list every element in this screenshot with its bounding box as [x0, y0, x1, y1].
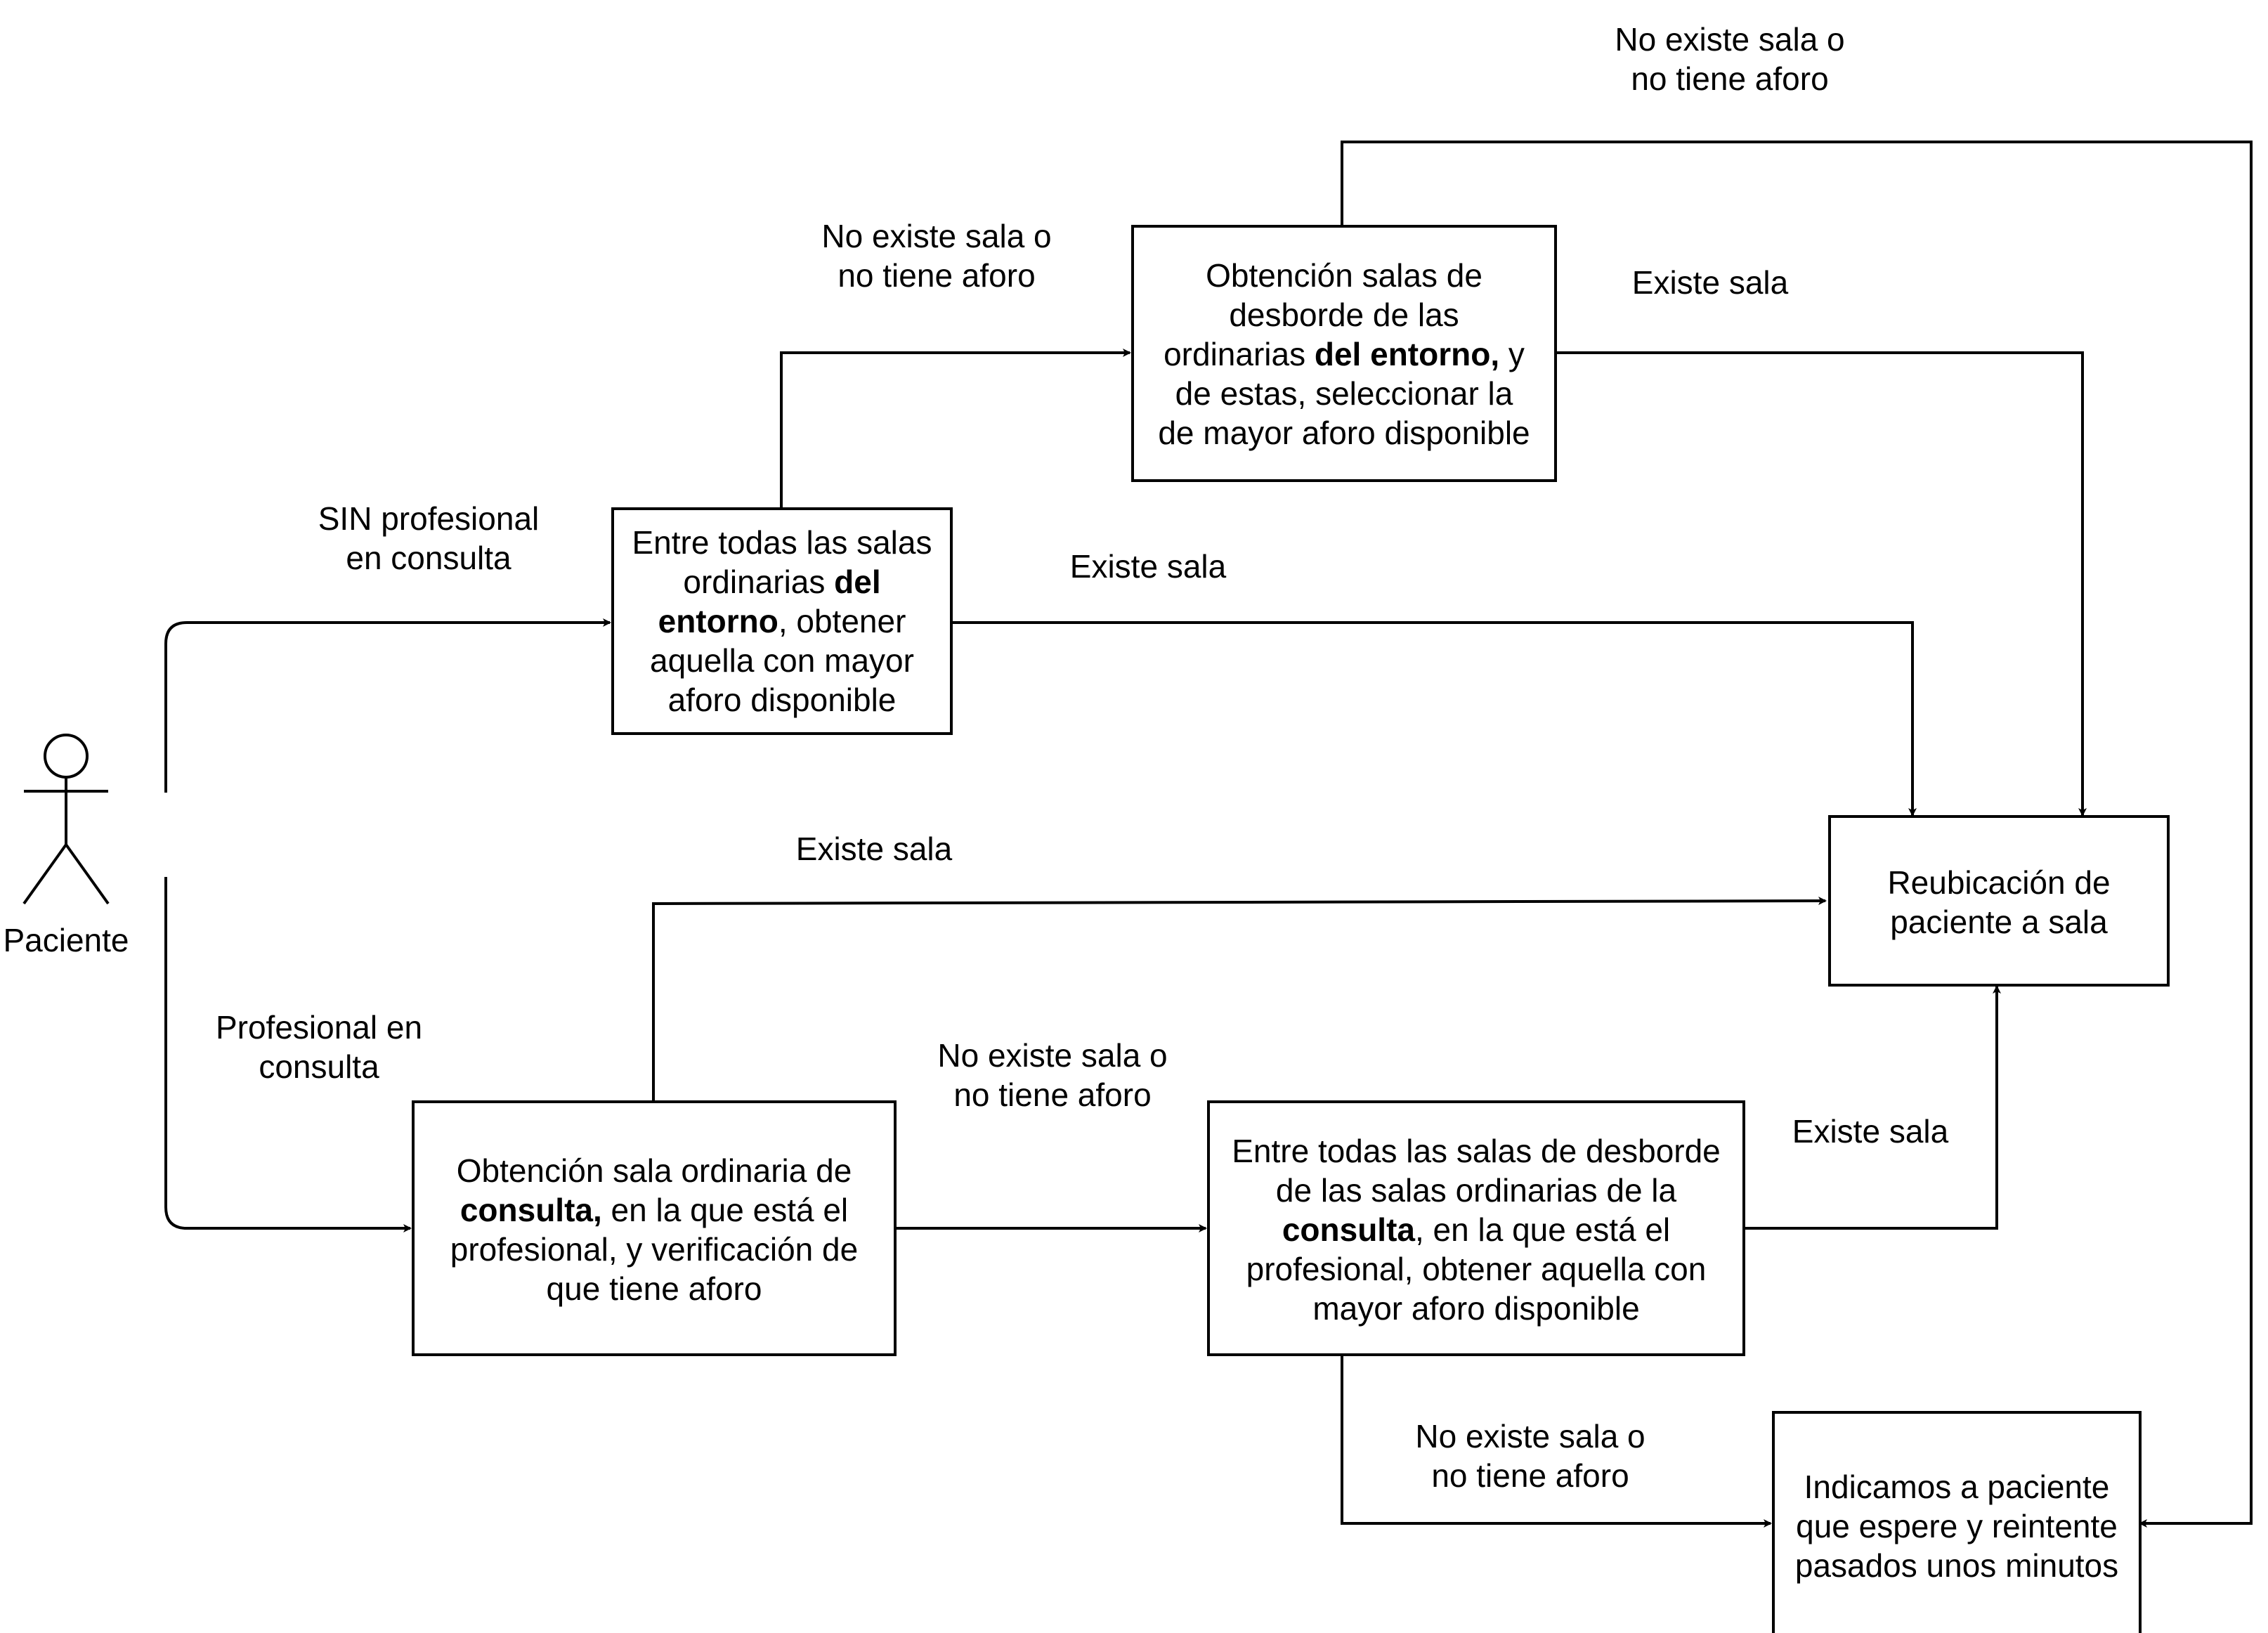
text-line [1796, 1508, 2118, 1544]
edge-entorno-to-desborde [781, 353, 1130, 507]
text-run: que tiene aforo [546, 1270, 762, 1307]
text-run: , en la que está el [1415, 1211, 1671, 1248]
label-existe-consulta: Existe sala [795, 831, 953, 867]
text-run: pasados unos minutos [1794, 1547, 2119, 1584]
text-run: ordinarias [1164, 336, 1315, 372]
text-run: paciente a sala [1890, 904, 2108, 940]
text-line [1795, 1547, 2118, 1584]
text-line: no tiene aforo [838, 257, 1036, 294]
actor-leg-right [66, 845, 108, 904]
actor-head [45, 735, 87, 777]
text-line [1887, 864, 2110, 901]
actor-paciente [3, 735, 129, 958]
node-entorno-ordinarias [613, 509, 951, 734]
text-line: no tiene aforo [1431, 1457, 1629, 1494]
text-line [1276, 1172, 1677, 1209]
bold-run: del entorno, [1314, 336, 1500, 372]
node-reubicacion [1830, 816, 2168, 985]
text-run: de mayor aforo disponible [1158, 415, 1530, 451]
text-line: Profesional en [215, 1009, 423, 1046]
text-line: SIN profesional [318, 500, 540, 537]
node-entorno-desborde [1133, 226, 1556, 481]
text-run: Entre todas las salas de desborde [1232, 1133, 1721, 1169]
node-text [632, 524, 932, 718]
node-text [1158, 257, 1530, 451]
text-run: mayor aforo disponible [1312, 1290, 1640, 1327]
text-line: no tiene aforo [953, 1076, 1152, 1113]
label-existe-desborde-consulta: Existe sala [1792, 1113, 1949, 1150]
text-line [1175, 375, 1513, 412]
text-line: no tiene aforo [1631, 60, 1829, 97]
text-run: que espere y reintente [1796, 1508, 2118, 1544]
actor-leg-left [24, 845, 66, 904]
text-line [1312, 1290, 1639, 1327]
text-run: ordinarias [683, 564, 835, 600]
node-text [1795, 1469, 2118, 1584]
text-line [1206, 257, 1482, 294]
text-run: profesional, y verificación de [450, 1231, 859, 1268]
label-no-existe-desborde-entorno [1615, 21, 1844, 97]
text-line: en consulta [346, 540, 511, 576]
label-no-existe-consulta [937, 1037, 1167, 1113]
actor-label: Paciente [3, 922, 129, 958]
text-line [632, 524, 932, 561]
text-line [1804, 1469, 2110, 1505]
text-line: No existe sala o [1615, 21, 1845, 58]
node-consulta-desborde [1208, 1102, 1744, 1355]
text-run: en la que está el [601, 1192, 849, 1228]
label-no-existe-entorno [821, 218, 1051, 294]
text-line [1246, 1251, 1707, 1287]
edge-desborde-to-reubicacion [1553, 353, 2083, 815]
edge-entorno-to-reubicacion [951, 623, 1912, 815]
label-no-existe-desborde-consulta [1415, 1418, 1645, 1494]
text-line [1282, 1211, 1670, 1248]
label-existe-entorno: Existe sala [1069, 548, 1227, 585]
label-sin-profesional [318, 500, 540, 576]
text-run: Entre todas las salas [632, 524, 932, 561]
text-run: aquella con mayor [650, 642, 914, 679]
text-line [658, 603, 906, 639]
text-run: Obtención salas de [1206, 257, 1482, 294]
text-run: Indicamos a paciente [1804, 1469, 2110, 1505]
text-line: No existe sala o [937, 1037, 1168, 1074]
text-run: aforo disponible [667, 682, 897, 718]
text-line [683, 564, 880, 600]
text-line [460, 1192, 848, 1228]
text-run: , obtener [778, 603, 906, 639]
text-line [1232, 1133, 1721, 1169]
text-line: No existe sala o [821, 218, 1052, 254]
edge-consulta-to-reubicacion [653, 901, 1825, 1100]
text-line [1890, 904, 2108, 940]
text-line: consulta [259, 1048, 379, 1085]
text-line [547, 1270, 762, 1307]
text-line [1164, 336, 1525, 372]
edge-consultadesborde-to-reubicacion [1742, 987, 1997, 1228]
text-run: y [1499, 336, 1525, 372]
text-run: de las salas ordinarias de la [1275, 1172, 1677, 1209]
label-profesional [216, 1009, 422, 1085]
node-box [413, 1102, 895, 1355]
bold-run: del [834, 564, 881, 600]
text-run: desborde de las [1229, 297, 1459, 333]
bold-run: consulta, [460, 1192, 602, 1228]
text-line [668, 682, 897, 718]
text-line [450, 1231, 858, 1268]
text-line [1229, 297, 1459, 333]
edge-paciente-to-entorno [166, 623, 610, 793]
text-run: de estas, seleccionar la [1175, 375, 1513, 412]
bold-run: consulta [1282, 1211, 1415, 1248]
text-run: Obtención sala ordinaria de [456, 1152, 852, 1189]
text-line [457, 1152, 852, 1189]
bold-run: entorno [658, 603, 778, 639]
text-run: profesional, obtener aquella con [1246, 1251, 1707, 1287]
text-line: No existe sala o [1415, 1418, 1645, 1455]
node-espera [1773, 1412, 2140, 1633]
text-line [1158, 415, 1530, 451]
node-consulta-ordinaria [413, 1102, 895, 1355]
text-run: Reubicación de [1887, 864, 2111, 901]
text-line [650, 642, 914, 679]
label-existe-desborde-entorno: Existe sala [1631, 264, 1789, 301]
node-box [1830, 816, 2168, 985]
